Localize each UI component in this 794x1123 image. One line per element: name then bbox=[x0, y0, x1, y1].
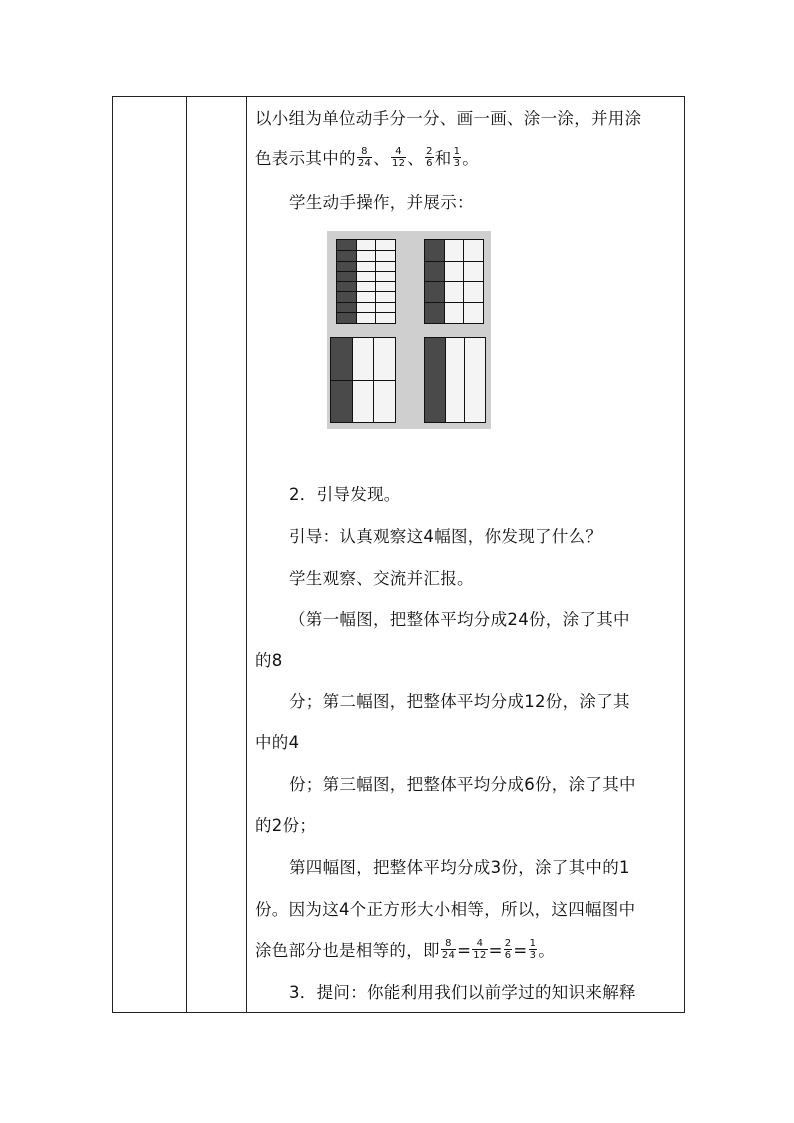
denominator: 3 bbox=[453, 158, 461, 169]
content-cell bbox=[247, 97, 686, 1012]
grid-column-line bbox=[445, 338, 446, 422]
numerator: 2 bbox=[426, 146, 433, 157]
grid-row-line bbox=[425, 261, 483, 262]
paragraph-line-16: 3．提问：你能利用我们以前学过的知识来解释 bbox=[289, 983, 636, 1002]
denominator: 24 bbox=[441, 950, 456, 961]
paragraph-line-13: 第四幅图，把整体平均分成3份，涂了其中的1 bbox=[289, 858, 630, 877]
paragraph-line-1: 以小组为单位动手分一分、画一画、涂一涂，并用涂 bbox=[255, 109, 642, 128]
paragraph-line-5: 引导：认真观察这4幅图，你发现了什么？ bbox=[289, 527, 603, 546]
grid-row-line bbox=[425, 302, 483, 303]
grid-row-line bbox=[337, 291, 395, 292]
grid-row-line bbox=[337, 271, 395, 272]
grid-row-line bbox=[331, 380, 395, 381]
separator: 。 bbox=[462, 149, 480, 168]
table-column-divider-1 bbox=[186, 97, 187, 1012]
paragraph-line-15 bbox=[255, 939, 683, 963]
denominator: 3 bbox=[529, 950, 537, 961]
paragraph-line-3: 学生动手操作，并展示： bbox=[289, 193, 474, 212]
paragraph-line-10: 中的4 bbox=[255, 733, 300, 752]
fraction-1-3 bbox=[529, 938, 538, 961]
paragraph-line-8: 的8 bbox=[255, 651, 283, 670]
student-work-photo bbox=[327, 231, 491, 429]
grid-row-line bbox=[337, 281, 395, 282]
paragraph-line-7: （第一幅图，把整体平均分成24份，涂了其中 bbox=[289, 610, 630, 629]
numerator: 4 bbox=[395, 146, 402, 157]
numerator: 1 bbox=[529, 938, 537, 949]
fraction-grid-first bbox=[336, 239, 396, 324]
grid-column-line bbox=[464, 338, 465, 422]
numerator: 8 bbox=[445, 938, 452, 949]
grid-row-line bbox=[337, 261, 395, 262]
fraction-2-6 bbox=[504, 938, 513, 961]
paragraph-line-11: 份；第三幅图，把整体平均分成6份，涂了其中 bbox=[289, 775, 636, 794]
grid-row-line bbox=[337, 312, 395, 313]
fraction-grid-fourth bbox=[424, 337, 486, 423]
paragraph-line-14: 份。因为这4个正方形大小相等，所以，这四幅图中 bbox=[255, 900, 636, 919]
text-segment: 色表示其中的 bbox=[255, 149, 356, 168]
fraction-1-3 bbox=[453, 146, 462, 169]
fraction-2-6 bbox=[425, 146, 434, 169]
text-segment: 涂色部分也是相等的，即 bbox=[255, 941, 440, 960]
numerator: 4 bbox=[476, 938, 484, 949]
fraction-4-12 bbox=[472, 938, 487, 961]
numerator: 8 bbox=[361, 146, 368, 157]
numerator: 2 bbox=[504, 938, 512, 949]
shaded-region bbox=[425, 338, 445, 422]
separator: 、 bbox=[373, 149, 390, 168]
denominator: 12 bbox=[473, 950, 487, 961]
grid-row-line bbox=[337, 250, 395, 251]
denominator: 12 bbox=[391, 158, 406, 169]
grid-row-line bbox=[425, 281, 483, 282]
grid-row-line bbox=[337, 302, 395, 303]
paragraph-line-12: 的2份； bbox=[255, 816, 317, 835]
fraction-4-12 bbox=[391, 146, 406, 169]
fraction-8-24 bbox=[441, 938, 456, 961]
paragraph-line-6: 学生观察、交流并汇报。 bbox=[289, 569, 474, 588]
paragraph-line-4: 2．引导发现。 bbox=[289, 485, 401, 504]
lesson-table bbox=[112, 96, 685, 1013]
numerator: 1 bbox=[453, 146, 461, 157]
denominator: 6 bbox=[426, 158, 433, 169]
equals-sign: = bbox=[513, 941, 528, 960]
fraction-grid-second bbox=[424, 239, 484, 324]
fraction-grid-third bbox=[330, 337, 396, 423]
separator: 。 bbox=[538, 941, 556, 960]
separator: 、 bbox=[407, 149, 425, 168]
fraction-8-24 bbox=[357, 146, 372, 169]
paragraph-line-9: 分；第二幅图，把整体平均分成12份，涂了其 bbox=[289, 692, 630, 711]
paragraph-line-2 bbox=[255, 147, 683, 171]
separator: 和 bbox=[434, 149, 452, 168]
denominator: 24 bbox=[357, 158, 372, 169]
denominator: 6 bbox=[504, 950, 512, 961]
equals-sign: = bbox=[488, 941, 503, 960]
equals-sign: = bbox=[457, 941, 472, 960]
